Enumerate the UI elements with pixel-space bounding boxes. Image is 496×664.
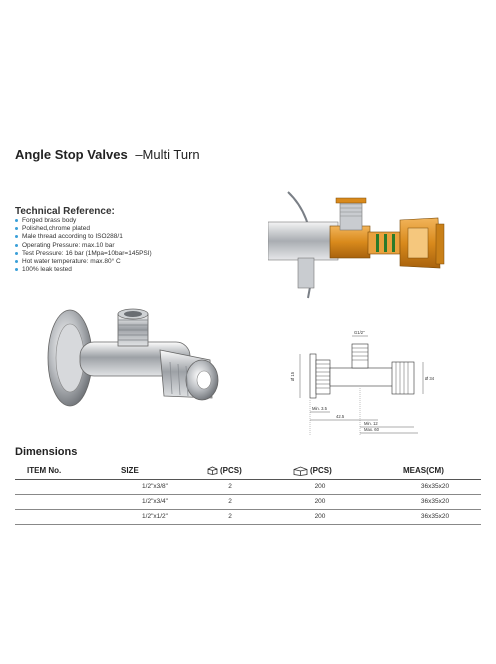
title-sub: –Multi Turn <box>135 147 200 162</box>
dim-left-label: Ø 15 <box>290 371 295 381</box>
dim-c-label: Min. 12 <box>364 421 378 426</box>
page-title <box>15 147 200 162</box>
table-row-divider <box>15 524 481 525</box>
table-row: 1/2"x3/4" 2 200 36x35x20 <box>142 498 450 505</box>
technical-item: Hot water temperature: max.80° C <box>15 258 152 266</box>
bullet-icon <box>15 260 18 263</box>
table-row: 1/2"x1/2" 2 200 36x35x20 <box>142 513 450 520</box>
bullet-icon <box>15 235 18 238</box>
table-header <box>15 463 481 479</box>
technical-item: Polished,chrome plated <box>15 225 152 233</box>
title-main: Angle Stop Valves <box>15 147 128 162</box>
technical-list <box>15 217 152 274</box>
inner-box-icon <box>207 466 218 475</box>
valve-product-image <box>40 300 230 425</box>
col-size-header: SIZE <box>121 466 139 475</box>
dim-right-label: Ø 34 <box>425 376 435 381</box>
bullet-icon <box>15 219 18 222</box>
col-meas-header: MEAS(CM) <box>403 466 444 475</box>
bullet-icon <box>15 227 18 230</box>
col-inner-header: (PCS) <box>207 466 242 475</box>
technical-heading: Technical Reference: <box>15 206 115 217</box>
technical-item: 100% leak tested <box>15 266 152 274</box>
valve-cutaway-image <box>268 190 478 300</box>
col-outer-header: (PCS) <box>293 466 332 476</box>
technical-item: Operating Pressure: max.10 bar <box>15 242 152 250</box>
technical-item: Forged brass body <box>15 217 152 225</box>
bullet-icon <box>15 252 18 255</box>
technical-item: Male thread according to ISO288/1 <box>15 233 152 241</box>
outer-carton-icon <box>293 466 308 476</box>
dim-thread-label: G1/2" <box>354 330 365 335</box>
dim-b-label: 42.5 <box>336 414 345 419</box>
bullet-icon <box>15 268 18 271</box>
dimensions-heading: Dimensions <box>15 446 78 458</box>
technical-item: Test Pressure: 16 bar (1Mpa=10bar=145PSI) <box>15 250 152 258</box>
technical-drawing <box>288 326 480 444</box>
bullet-icon <box>15 244 18 247</box>
dim-a-label: Min. 3.5 <box>312 406 327 411</box>
table-row: 1/2"x3/8" 2 200 36x35x20 <box>142 483 450 490</box>
dim-d-label: Max. 60 <box>364 427 379 432</box>
col-item-header: ITEM No. <box>27 466 62 475</box>
